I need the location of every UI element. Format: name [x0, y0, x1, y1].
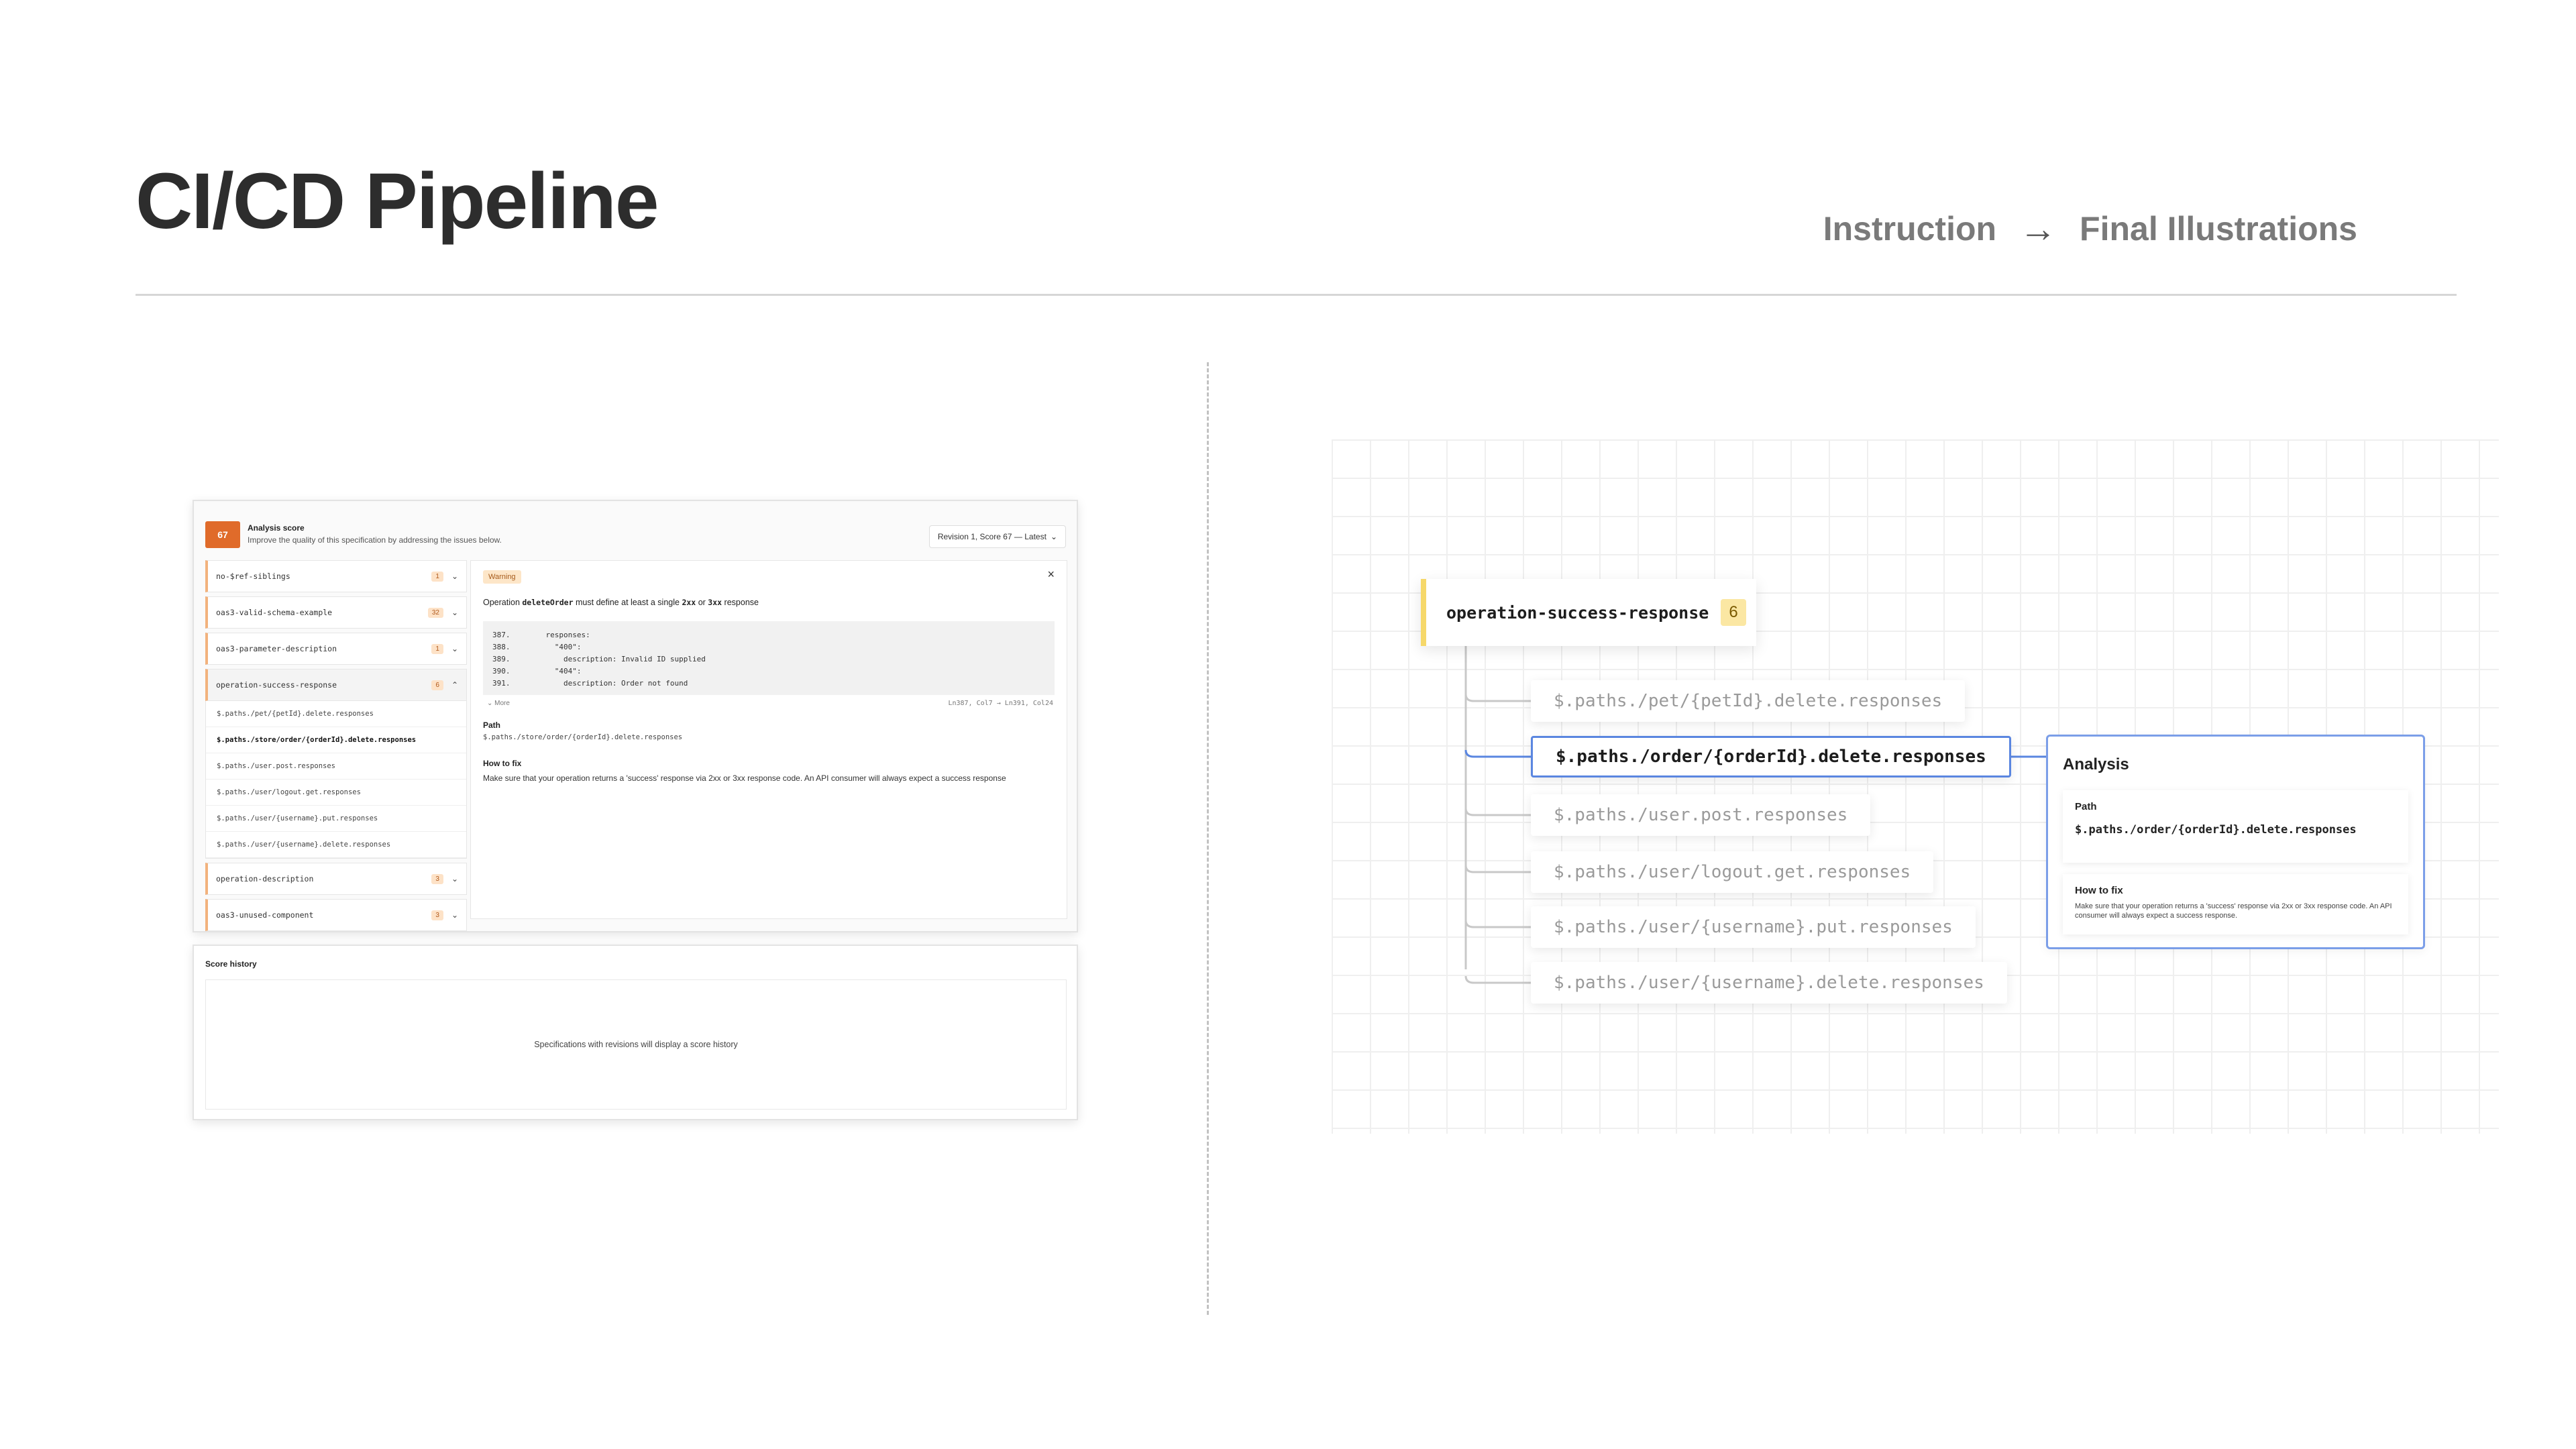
issue-title: Operation deleteOrder must define at least a single 2xx or 3xx response: [483, 598, 759, 607]
analysis-fix-label: How to fix: [2075, 885, 2123, 896]
rule-count-badge: 32: [428, 608, 443, 618]
analysis-title: Analysis: [2063, 755, 2129, 773]
path-label: Path: [483, 720, 501, 730]
code-range: Ln387, Col7 → Ln391, Col24: [948, 700, 1053, 707]
code-line: 387. responses:: [492, 631, 590, 639]
how-to-fix-label: How to fix: [483, 759, 522, 768]
chevron-down-icon: ⌄: [451, 608, 458, 617]
path-node-selected[interactable]: $.paths./order/{orderId}.delete.responses: [1531, 736, 2011, 777]
section-divider: [1207, 362, 1209, 1315]
issue-detail-panel: [470, 560, 1067, 919]
more-link[interactable]: ⌄ More: [487, 700, 510, 707]
path-node[interactable]: $.paths./user/{username}.delete.responses: [1531, 962, 2007, 1004]
occurrence-item[interactable]: $.paths./user/{username}.delete.responses: [206, 832, 466, 858]
chevron-down-icon: ⌄: [451, 910, 458, 920]
rule-label: oas3-valid-schema-example: [216, 608, 333, 617]
branch-line: [1466, 920, 1531, 927]
rule-label: no-$ref-siblings: [216, 572, 290, 581]
how-to-fix-text: Make sure that your operation returns a 'success' response via 2xx or 3xx response code. An API consumer will always expect a success response: [483, 773, 1006, 783]
path-node[interactable]: $.paths./user/{username}.put.responses: [1531, 906, 1976, 948]
path-node[interactable]: $.paths./pet/{petId}.delete.responses: [1531, 680, 1965, 722]
rule-item-expanded[interactable]: [205, 669, 467, 701]
code-snippet: [483, 621, 1055, 695]
page-title: CI/CD Pipeline: [136, 157, 658, 246]
analysis-fix-card: [2063, 874, 2408, 934]
branch-line: [1466, 694, 1531, 701]
occurrence-item-selected[interactable]: $.paths./store/order/{orderId}.delete.responses: [206, 727, 466, 753]
branch-line: [1466, 976, 1531, 983]
branch-line: [1466, 808, 1531, 815]
path-node[interactable]: $.paths./user.post.responses: [1531, 794, 1870, 836]
rule-label: operation-success-response: [216, 680, 337, 690]
code-line: 391. description: Order not found: [492, 679, 688, 688]
path-node[interactable]: $.paths./user/logout.get.responses: [1531, 851, 1933, 893]
flow-to-label: Final Illustrations: [2080, 209, 2357, 248]
analysis-path-label: Path: [2075, 801, 2097, 812]
analysis-fix-text: Make sure that your operation returns a 'success' response via 2xx or 3xx response code. An API consumer will always expect a success response.: [2075, 902, 2392, 920]
analysis-path-value: $.paths./order/{orderId}.delete.responses: [2075, 823, 2357, 837]
rule-occurrence-list: [205, 701, 467, 859]
path-value: $.paths./store/order/{orderId}.delete.responses: [483, 733, 683, 741]
flow-from-label: Instruction: [1823, 209, 1997, 248]
rule-count-badge: 3: [431, 910, 443, 920]
occurrence-item[interactable]: $.paths./user/logout.get.responses: [206, 780, 466, 806]
occurrence-item[interactable]: $.paths./user.post.responses: [206, 753, 466, 780]
analysis-path-card: [2063, 790, 2408, 863]
header-divider: [136, 294, 2457, 296]
rule-root-node[interactable]: [1421, 579, 1756, 646]
chevron-up-icon: ⌃: [451, 680, 458, 690]
root-count-badge: 6: [1721, 599, 1746, 626]
score-badge: 67: [205, 521, 240, 548]
rule-count-badge: 1: [431, 572, 443, 582]
rule-item[interactable]: [205, 863, 467, 895]
revision-select[interactable]: [929, 525, 1066, 548]
instruction-screenshot: [193, 500, 1078, 1120]
rule-label: oas3-unused-component: [216, 910, 314, 920]
arrow-right-icon: →: [2019, 207, 2057, 250]
rule-item[interactable]: [205, 633, 467, 665]
rule-item[interactable]: [205, 899, 467, 931]
chevron-down-icon: ⌄: [451, 572, 458, 581]
score-history-card: [193, 945, 1078, 1120]
branch-line: [1466, 865, 1531, 872]
occurrence-item[interactable]: $.paths./pet/{petId}.delete.responses: [206, 701, 466, 727]
rule-item[interactable]: [205, 596, 467, 629]
header-flow: [1823, 207, 2357, 250]
score-subtitle: Improve the quality of this specification by addressing the issues below.: [248, 535, 502, 545]
rule-item[interactable]: [205, 560, 467, 592]
root-label: operation-success-response: [1446, 602, 1709, 623]
rule-count-badge: 6: [431, 680, 443, 690]
close-icon[interactable]: ×: [1047, 568, 1055, 581]
code-line: 388. "400":: [492, 643, 582, 651]
rule-label: oas3-parameter-description: [216, 644, 337, 653]
chevron-down-icon: ⌄: [451, 874, 458, 883]
revision-select-value: Revision 1, Score 67 — Latest: [937, 532, 1046, 541]
score-history-empty: Specifications with revisions will display a score history: [205, 979, 1067, 1110]
code-line: 390. "404":: [492, 667, 582, 676]
rule-label: operation-description: [216, 874, 314, 883]
analysis-card: [193, 500, 1078, 932]
selected-branch-line: [1466, 750, 1531, 757]
score-history-title: Score history: [205, 959, 257, 969]
score-title: Analysis score: [248, 523, 305, 533]
code-line: 389. description: Invalid ID supplied: [492, 655, 706, 663]
rule-count-badge: 3: [431, 874, 443, 884]
severity-badge: Warning: [483, 570, 521, 584]
analysis-panel: [2046, 735, 2425, 949]
chevron-down-icon: ⌄: [451, 644, 458, 653]
final-illustration: [1332, 439, 2499, 1134]
occurrence-item[interactable]: $.paths./user/{username}.put.responses: [206, 806, 466, 832]
rule-list: [205, 560, 467, 935]
chevron-down-icon: ⌄: [1050, 532, 1057, 541]
rule-count-badge: 1: [431, 644, 443, 654]
